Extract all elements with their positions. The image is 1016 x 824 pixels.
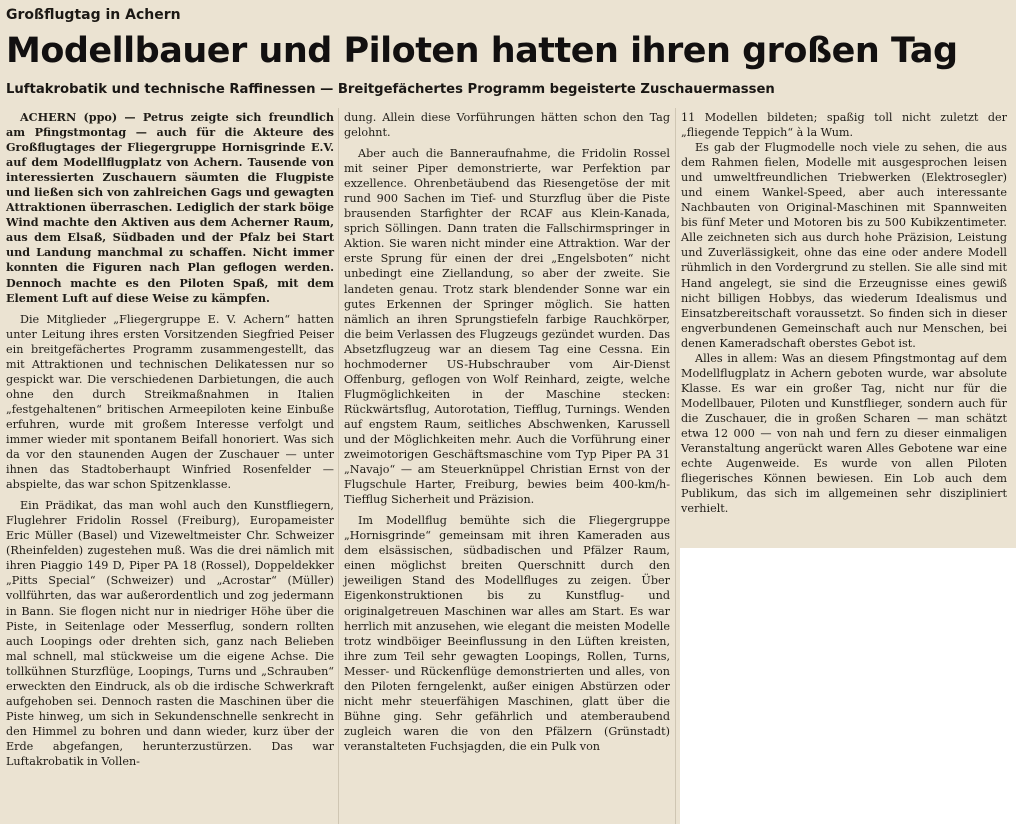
kicker: Großflugtag in Achern — [6, 7, 181, 23]
column-2 — [344, 110, 670, 754]
blank-area — [680, 548, 1016, 824]
column-1 — [6, 110, 334, 769]
column-3 — [681, 110, 1007, 516]
paragraph: dung. Allein diese Vorführungen hätten schon den Tag gelohnt. — [344, 111, 670, 140]
paragraph: Die Mitglieder „Fliegergruppe E. V. Achern“ hatten unter Leitung ihres ersten Vorsitzenden Siegfried Peiser ein breitgefächertes Programm zusammengestellt, das mit Attraktionen und technischen Delikatessen nur so gespickt war. Die verschiedenen Darbietungen, die auch ohne den durch Streikmaßnahmen in Italien „festgehaltenen“ britischen Armeepiloten keine Einbuße erfuhren, wurde mit großem Interesse verfolgt und immer wieder mit spontanem Beifall honoriert. Was sich da vor den staunenden Augen der Zuschauer — unter ihnen das Stadtoberhaupt Winfried Rosenfelder — abspielte, das war schon Spitzenklasse. — [6, 312, 334, 492]
column-divider — [338, 108, 339, 824]
paragraph: Ein Prädikat, das man wohl auch den Kunstfliegern, Fluglehrer Fridolin Rossel (Freiburg), Europameister Eric Müller (Basel) und Vizeweltmeister Chr. Schweizer (Rheinfelden) zugestehen muß. Was die drei nämlich mit ihren Piaggio 149 D, Piper PA 18 (Rossel), Doppeldekker „Pitts Special“ (Schweizer) und „Acrostar“ (Müller) vollführten, das war außerordentlich und zog jedermann in Bann. Sie flogen nicht nur in niedriger Höhe über die Piste, in Seitenlage oder Messerflug, sondern rollten auch Loopings oder drehten sich, ganz nach Belieben mal schnell, mal stückweise um die eigene Achse. Die tollkühnen Sturzflüge, Loopings, Turns und „Schrauben“ erweckten den Eindruck, als ob die irdische Schwerkraft aufgehoben sei. Dennoch rasten die Maschinen über die Piste hinweg, um sich in Sekundenschnelle senkrecht in den Himmel zu bohren und dann wieder, kurz über der Erde abgefangen, herunterzustürzen. Das war Luftakrobatik in Vollen- — [6, 499, 334, 768]
paragraph: Alles in allem: Was an diesem Pfingstmontag auf dem Modellflugplatz in Achern geboten wurde, war absolute Klasse. Es war ein großer Tag, nicht nur für die Modellbauer, Piloten und Kunstflieger, sondern auch für die Zuschauer, die in großen Scharen — man schätzt etwa 12 000 — von nah und fern zu dieser einmaligen Veranstaltung angerückt waren Alles Gebotene war eine echte Augenweide. Es wurde von allen Piloten fliegerisches Können bewiesen. Ein Lob auch dem Publikum, das sich im allgemeinen sehr diszipliniert verhielt. — [681, 351, 1007, 516]
lead-paragraph: ACHERN (ppo) — Petrus zeigte sich freundlich am Pfingstmontag — auch für die Akteure des Großflugtages der Fliegergruppe Hornisgrinde E.V. auf dem Modellflugplatz von Achern. Tausende von interessierten Zuschauern säumten die Flugpiste und ließen sich von zahlreichen Gags und gewagten Attraktionen überraschen. Lediglich der stark böige Wind machte den Aktiven aus dem Acherner Raum, aus dem Elsaß, Südbaden und der Pfalz bei Start und Landung manchmal zu schaffen. Nicht immer konnten die Figuren nach Plan geflogen werden. Dennoch machte es den Piloten Spaß, mit dem Element Luft auf diese Weise zu kämpfen. — [6, 110, 334, 305]
paragraph: Aber auch die Banneraufnahme, die Fridolin Rossel mit seiner Piper demonstrierte, war Perfektion par exzellence. Ohrenbetäubend das Riesengetöse der mit rund 900 Sachen im Tief- und Sturzflug über die Piste brausenden Starfighter der RCAF aus Klein-Kanada, sprich Söllingen. Dann traten die Fallschirmspringer in Aktion. Sie waren nicht minder eine Attraktion. War der erste Sprung für einen der drei „Engelsboten“ nicht unbedingt eine Ziellandung, so aber der zweite. Sie landeten genau. Trotz stark blendender Sonne war ein gutes Erkennen der Springer möglich. Sie hatten nämlich an ihren Sprungstiefeln farbige Rauchkörper, die beim Verlassen des Flugzeugs gezündet wurden. Das Absetzflugzeug war an diesem Tag eine Cessna. Ein hochmoderner US-Hubschrauber vom Air-Dienst Offenburg, geflogen von Wolf Reinhard, zeigte, welche Flugmöglichkeiten in der Maschine stecken: Rückwärtsflug, Autorotation, Tiefflug, Turnings. Wenden auf engstem Raum, seitliches Abschwenken, Karussell und der Möglichkeiten mehr. Auch die Vorführung einer zweimotorigen Geschäftsmaschine vom Typ Piper PA 31 „Navajo“ — am Steuerknüppel Christian Ernst von der Flugschule Harter, Freiburg, bewies beim 400-km/h-Tiefflug Sicherheit und Präzision. — [344, 147, 670, 507]
paragraph: 11 Modellen bildeten; spaßig toll nicht zuletzt der „fliegende Teppich“ à la Wum. — [681, 111, 1007, 140]
paragraph: Es gab der Flugmodelle noch viele zu sehen, die aus dem Rahmen fielen, Modelle mit ausgesprochen leisen und umweltfreundlichen Triebwerken (Elektrosegler) und einem Wankel-Speed, aber auch interessante Nachbauten von Original-Maschinen mit Spannweiten bis fünf Meter und Motoren bis zu 500 Kubikzentimeter. Alle zeichneten sich aus durch hohe Präzision, Leistung und Zuverlässigkeit, ohne das eine oder andere Modell rühmlich in den Vordergrund zu stellen. Sie alle sind mit Hand angelegt, sie sind die Erzeugnisse eines gewiß nicht billigen Hobbys, das wiederum Idealismus und Einsatzbereitschaft voraussetzt. So finden sich in dieser engverbundenen Gemeinschaft auch nur Menschen, bei denen Kameradschaft oberstes Gebot ist. — [681, 141, 1007, 350]
paragraph: Im Modellflug bemühte sich die Fliegergruppe „Hornisgrinde“ gemeinsam mit ihren Kameraden aus dem elsässischen, südbadischen und Pfälzer Raum, einen möglichst breiten Querschnitt durch den jeweiligen Stand des Modellfluges zu zeigen. Über Eigenkonstruktionen bis zu Kunstflug- und originalgetreuen Maschinen war alles am Start. Es war herrlich mit anzusehen, wie elegant die meisten Modelle trotz windböiger Beeinflussung in den Lüften kreisten, ihre zum Teil sehr gewagten Loopings, Rollen, Turns, Messer- und Rückenflüge demonstrierten und alles, von den Piloten ferngelenkt, außer einigen Abstürzen oder nicht mehr steuerfähigen Maschinen, glatt über die Bühne ging. Sehr gefährlich und atemberaubend zugleich waren die von den Pfälzern (Grünstadt) veranstalteten Fuchsjagden, die ein Pulk von — [344, 514, 670, 753]
headline: Modellbauer und Piloten hatten ihren großen Tag — [6, 31, 958, 71]
column-divider — [675, 108, 676, 824]
subheadline: Luftakrobatik und technische Raffinessen — Breitgefächertes Programm begeisterte Zuschauermassen — [6, 82, 775, 97]
